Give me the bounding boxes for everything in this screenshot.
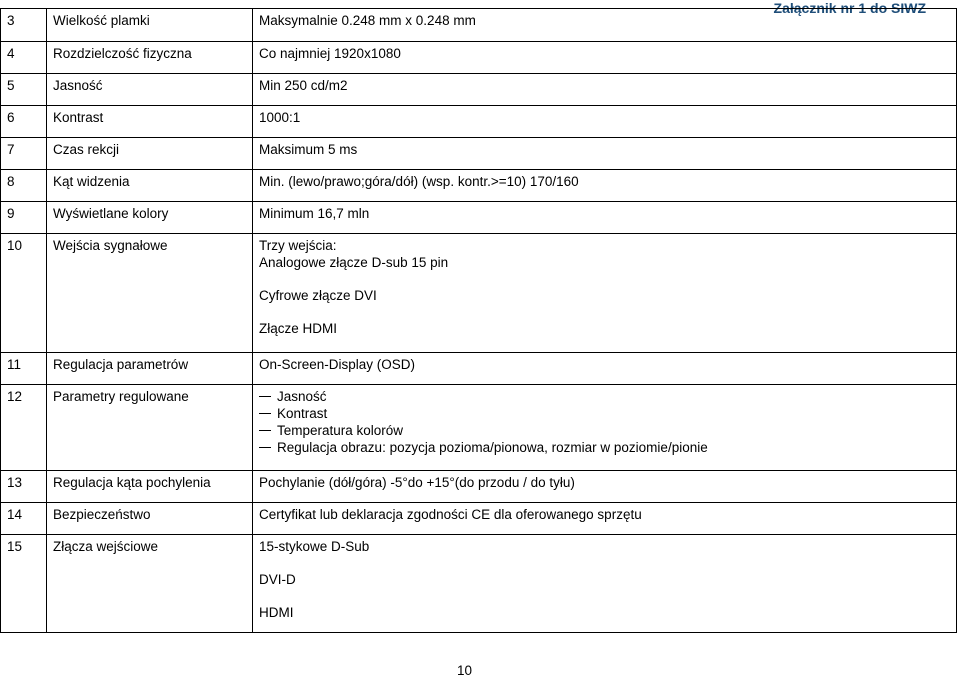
value-line: Trzy wejścia:	[259, 238, 337, 253]
parameter-value	[253, 535, 957, 633]
parameter-name: Bezpieczeństwo	[47, 503, 253, 535]
parameter-name: Wejścia sygnałowe	[47, 234, 253, 353]
parameter-name: Kontrast	[47, 106, 253, 138]
table-row	[1, 353, 957, 385]
table-row	[1, 138, 957, 170]
parameter-name: Parametry regulowane	[47, 385, 253, 471]
parameter-value: Minimum 16,7 mln	[253, 202, 957, 234]
parameter-name: Jasność	[47, 74, 253, 106]
table-row	[1, 471, 957, 503]
parameter-value: Min 250 cd/m2	[253, 74, 957, 106]
parameter-name: Czas rekcji	[47, 138, 253, 170]
table-row	[1, 106, 957, 138]
table-row	[1, 42, 957, 74]
parameter-name: Rozdzielczość fizyczna	[47, 42, 253, 74]
page-number: 10	[456, 663, 473, 678]
row-number: 4	[1, 42, 47, 74]
row-number: 12	[1, 385, 47, 471]
parameter-name: Złącza wejściowe	[47, 535, 253, 633]
list-item: Regulacja obrazu: pozycja pozioma/pionowa, rozmiar w poziomie/pionie	[259, 439, 950, 456]
parameter-value: Min. (lewo/prawo;góra/dół) (wsp. kontr.>=10) 170/160	[253, 170, 957, 202]
value-line: 15-stykowe D-Sub	[259, 539, 370, 554]
row-number: 3	[1, 9, 47, 42]
parameter-value: Pochylanie (dół/góra) -5°do +15°(do przodu / do tyłu)	[253, 471, 957, 503]
parameter-value: 1000:1	[253, 106, 957, 138]
list-item: Kontrast	[259, 405, 950, 422]
value-line: Złącze HDMI	[259, 321, 338, 336]
value-line: HDMI	[259, 605, 294, 620]
row-number: 13	[1, 471, 47, 503]
row-number: 8	[1, 170, 47, 202]
regulated-parameters-list	[259, 388, 950, 456]
specification-table	[0, 8, 957, 633]
parameter-value: Maksimum 5 ms	[253, 138, 957, 170]
parameter-name: Regulacja parametrów	[47, 353, 253, 385]
annex-label: Załącznik nr 1 do SIWZ	[773, 0, 926, 16]
parameter-value	[253, 234, 957, 353]
parameter-name: Wyświetlane kolory	[47, 202, 253, 234]
value-line: Cyfrowe złącze DVI	[259, 288, 377, 303]
table-row	[1, 74, 957, 106]
row-number: 11	[1, 353, 47, 385]
row-number: 7	[1, 138, 47, 170]
parameter-name: Wielkość plamki	[47, 9, 253, 42]
parameter-value: Certyfikat lub deklaracja zgodności CE dla oferowanego sprzętu	[253, 503, 957, 535]
row-number: 6	[1, 106, 47, 138]
value-line: DVI-D	[259, 572, 296, 587]
table-row	[1, 9, 957, 42]
row-number: 14	[1, 503, 47, 535]
parameter-value: On-Screen-Display (OSD)	[253, 353, 957, 385]
list-item: Temperatura kolorów	[259, 422, 950, 439]
table-row	[1, 503, 957, 535]
row-number: 10	[1, 234, 47, 353]
value-line: Analogowe złącze D-sub 15 pin	[259, 255, 449, 270]
table-row	[1, 234, 957, 353]
table-row	[1, 385, 957, 471]
table-row	[1, 535, 957, 633]
row-number: 9	[1, 202, 47, 234]
parameter-value: Co najmniej 1920x1080	[253, 42, 957, 74]
table-row	[1, 202, 957, 234]
parameter-value: Maksymalnie 0.248 mm x 0.248 mm	[253, 9, 957, 42]
list-item: Jasność	[259, 388, 950, 405]
row-number: 15	[1, 535, 47, 633]
table-row	[1, 170, 957, 202]
row-number: 5	[1, 74, 47, 106]
parameter-name: Kąt widzenia	[47, 170, 253, 202]
parameter-value	[253, 385, 957, 471]
parameter-name: Regulacja kąta pochylenia	[47, 471, 253, 503]
